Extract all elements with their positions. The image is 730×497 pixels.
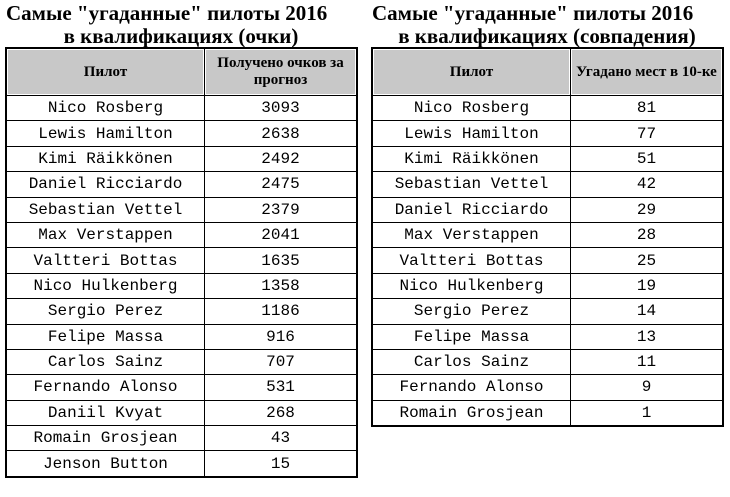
points-value-cell: 2492 xyxy=(205,146,357,171)
driver-name-cell: Sebastian Vettel xyxy=(7,197,205,222)
points-value-cell: 916 xyxy=(205,324,357,349)
driver-name-cell: Nico Rosberg xyxy=(7,96,205,121)
driver-name-cell: Lewis Hamilton xyxy=(7,121,205,146)
driver-name-cell: Romain Grosjean xyxy=(7,426,205,451)
matches-table-header-row xyxy=(373,49,723,96)
table-row xyxy=(7,172,357,197)
driver-name-cell: Felipe Massa xyxy=(7,324,205,349)
points-value-cell: 1358 xyxy=(205,273,357,298)
table-row xyxy=(373,324,723,349)
matches-value-cell: 14 xyxy=(571,299,723,324)
driver-name-cell: Sergio Perez xyxy=(7,299,205,324)
driver-name-cell: Fernando Alonso xyxy=(373,375,571,400)
points-value-cell: 3093 xyxy=(205,96,357,121)
matches-value-cell: 11 xyxy=(571,349,723,374)
points-value-cell: 531 xyxy=(205,375,357,400)
points-title-line2: в квалификациях (очки) xyxy=(63,24,299,48)
driver-name-cell: Daniel Ricciardo xyxy=(373,197,571,222)
driver-name-cell: Max Verstappen xyxy=(373,222,571,247)
driver-name-cell: Valtteri Bottas xyxy=(373,248,571,273)
table-row xyxy=(7,96,357,121)
table-row xyxy=(7,375,357,400)
driver-name-cell: Jenson Button xyxy=(7,451,205,476)
table-row xyxy=(373,375,723,400)
table-row xyxy=(373,172,723,197)
matches-value-cell: 9 xyxy=(571,375,723,400)
table-row xyxy=(373,197,723,222)
points-table-block xyxy=(6,0,356,477)
table-row xyxy=(373,222,723,247)
driver-name-cell: Max Verstappen xyxy=(7,222,205,247)
matches-value-cell: 25 xyxy=(571,248,723,273)
matches-value-cell: 28 xyxy=(571,222,723,247)
points-table-body xyxy=(7,96,357,477)
driver-name-cell: Carlos Sainz xyxy=(7,349,205,374)
points-table-header-row xyxy=(7,49,357,96)
table-row xyxy=(373,146,723,171)
driver-name-cell: Nico Rosberg xyxy=(373,96,571,121)
driver-name-cell: Daniel Ricciardo xyxy=(7,172,205,197)
matches-table-block xyxy=(372,0,722,426)
points-table-title xyxy=(6,2,356,48)
table-row xyxy=(373,248,723,273)
table-row xyxy=(7,273,357,298)
table-row xyxy=(7,400,357,425)
header-points: Получено очков за прогноз xyxy=(205,49,357,96)
driver-name-cell: Romain Grosjean xyxy=(373,400,571,425)
table-row xyxy=(7,222,357,247)
driver-name-cell: Felipe Massa xyxy=(373,324,571,349)
driver-name-cell: Valtteri Bottas xyxy=(7,248,205,273)
points-value-cell: 2475 xyxy=(205,172,357,197)
matches-value-cell: 77 xyxy=(571,121,723,146)
points-table xyxy=(6,48,357,477)
driver-name-cell: Nico Hulkenberg xyxy=(373,273,571,298)
points-value-cell: 707 xyxy=(205,349,357,374)
table-row xyxy=(7,197,357,222)
table-row xyxy=(7,426,357,451)
matches-title-line1: Самые "угаданные" пилоты 2016 xyxy=(372,1,694,25)
table-row xyxy=(7,146,357,171)
table-row xyxy=(373,299,723,324)
table-row xyxy=(373,96,723,121)
table-row xyxy=(373,349,723,374)
header-driver: Пилот xyxy=(373,49,571,96)
driver-name-cell: Sergio Perez xyxy=(373,299,571,324)
points-value-cell: 1186 xyxy=(205,299,357,324)
matches-table xyxy=(372,48,723,426)
table-row xyxy=(7,121,357,146)
matches-value-cell: 1 xyxy=(571,400,723,425)
driver-name-cell: Kimi Räikkönen xyxy=(373,146,571,171)
table-row xyxy=(7,349,357,374)
driver-name-cell: Nico Hulkenberg xyxy=(7,273,205,298)
table-row xyxy=(7,248,357,273)
matches-value-cell: 13 xyxy=(571,324,723,349)
points-value-cell: 2638 xyxy=(205,121,357,146)
points-value-cell: 15 xyxy=(205,451,357,476)
header-matches: Угадано мест в 10-ке xyxy=(571,49,723,96)
points-value-cell: 2041 xyxy=(205,222,357,247)
matches-title-line2: в квалификациях (совпадения) xyxy=(398,24,696,48)
matches-table-title xyxy=(372,2,722,48)
matches-value-cell: 42 xyxy=(571,172,723,197)
driver-name-cell: Sebastian Vettel xyxy=(373,172,571,197)
points-value-cell: 43 xyxy=(205,426,357,451)
points-value-cell: 268 xyxy=(205,400,357,425)
points-value-cell: 2379 xyxy=(205,197,357,222)
matches-value-cell: 81 xyxy=(571,96,723,121)
header-driver: Пилот xyxy=(7,49,205,96)
table-row xyxy=(373,121,723,146)
matches-value-cell: 29 xyxy=(571,197,723,222)
table-row xyxy=(7,451,357,476)
driver-name-cell: Carlos Sainz xyxy=(373,349,571,374)
table-row xyxy=(7,299,357,324)
driver-name-cell: Kimi Räikkönen xyxy=(7,146,205,171)
table-row xyxy=(7,324,357,349)
driver-name-cell: Fernando Alonso xyxy=(7,375,205,400)
matches-value-cell: 51 xyxy=(571,146,723,171)
points-title-line1: Самые "угаданные" пилоты 2016 xyxy=(6,1,328,25)
matches-value-cell: 19 xyxy=(571,273,723,298)
driver-name-cell: Lewis Hamilton xyxy=(373,121,571,146)
points-value-cell: 1635 xyxy=(205,248,357,273)
driver-name-cell: Daniil Kvyat xyxy=(7,400,205,425)
table-row xyxy=(373,400,723,425)
table-row xyxy=(373,273,723,298)
matches-table-body xyxy=(373,96,723,426)
